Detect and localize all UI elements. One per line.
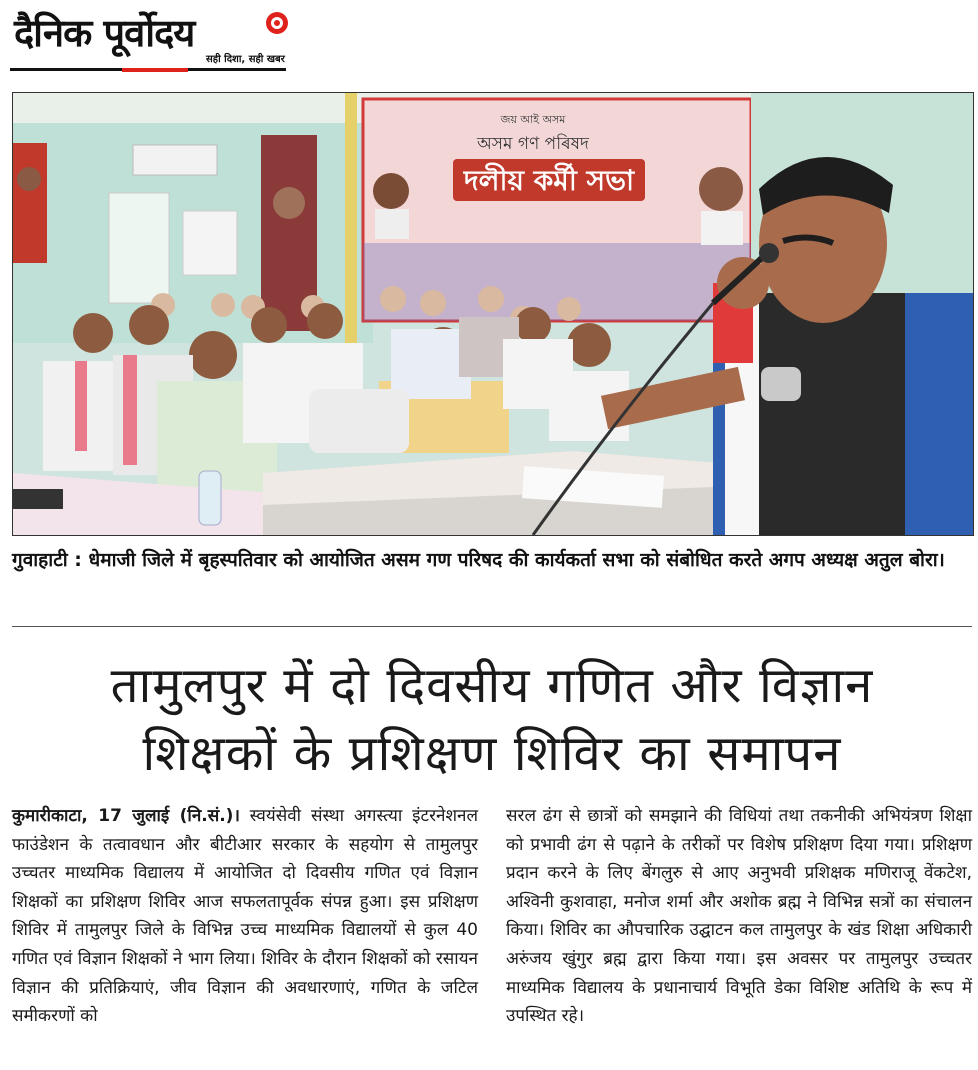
masthead [10,6,286,72]
article-column-2: सरल ढंग से छात्रों को समझाने की विधियां तथा तकनीकी अभियंत्रण शिक्षा को प्रभावी ढंग से पढ़ाने के तरीकों पर विशेष प्रशिक्षण दिया गया। प्रशिक्षण प्रदान करने के लिए बेंगलुरु से आए अनुभवी प्रशिक्षक मणिराजू वेंकटेश, अश्विनी कुशवाहा, मनोज शर्मा और अशोक ब्रह्म ने विभिन्न सत्रों का संचालन किया। शिविर का औपचारिक उद्घाटन कल तामुलपुर के खंड शिक्षा अधिकारी अरुंजय खुंगुर ब्रह्म द्वारा किया गया। इस अवसर पर तामुलपुर उच्चतर माध्यमिक विद्यालय के प्रधानाचार्य विभूति डेका विशिष्ट अतिथि के रूप में उपस्थित रहे। [506,806,972,1027]
article-headline [12,652,972,788]
news-photo [12,92,974,536]
photo-caption: गुवाहाटी : धेमाजी जिले में बृहस्पतिवार को आयोजित असम गण परिषद की कार्यकर्ता सभा को संबोधित करते अगप अध्यक्ष अतुल बोरा। [12,549,945,571]
newspaper-title: दैनिक पूर्वोदय [14,11,195,55]
section-divider [12,626,972,627]
article-column-1 [12,802,478,1031]
logo-dot-icon [266,12,288,34]
article-dateline: कुमारीकाटा, 17 जुलाई (नि.सं.)। [12,806,240,826]
banner-title-text: দলীয় কৰ্মী সভা [463,164,635,197]
meeting-photo-illustration [13,93,973,535]
headline-line-2: शिक्षकों के प्रशिक्षण शिविर का समापन [142,725,842,782]
banner-org-text: অসম গণ পৰিষদ [477,134,589,154]
banner-top-text: জয় আই অসম [500,113,566,126]
masthead-red-bar [122,68,188,72]
headline-line-1: तामुलपुर में दो दिवसीय गणित और विज्ञान [110,657,874,714]
newspaper-tagline: सही दिशा, सही खबर [206,54,285,65]
article-column-1-text: स्वयंसेवी संस्था अगस्त्या इंटरनेशनल फाउंडेशन के तत्वावधान और बीटीआर सरकार के सहयोग से तामुलपुर उच्चतर माध्यमिक विद्यालय में आयोजित दो दिवसीय गणित एवं विज्ञान शिक्षकों का प्रशिक्षण शिविर आज सफलतापूर्वक संपन्न हुआ। इस प्रशिक्षण शिविर में तामुलपुर जिले के विभिन्न उच्च माध्यमिक विद्यालयों से कुल 40 गणित एवं विज्ञान शिक्षकों ने भाग लिया। शिविर के दौरान शिक्षकों को रसायन विज्ञान की प्रतिक्रियाएं, जीव विज्ञान की अवधारणाएं, गणित के जटिल समीकरणों को [12,806,479,1027]
